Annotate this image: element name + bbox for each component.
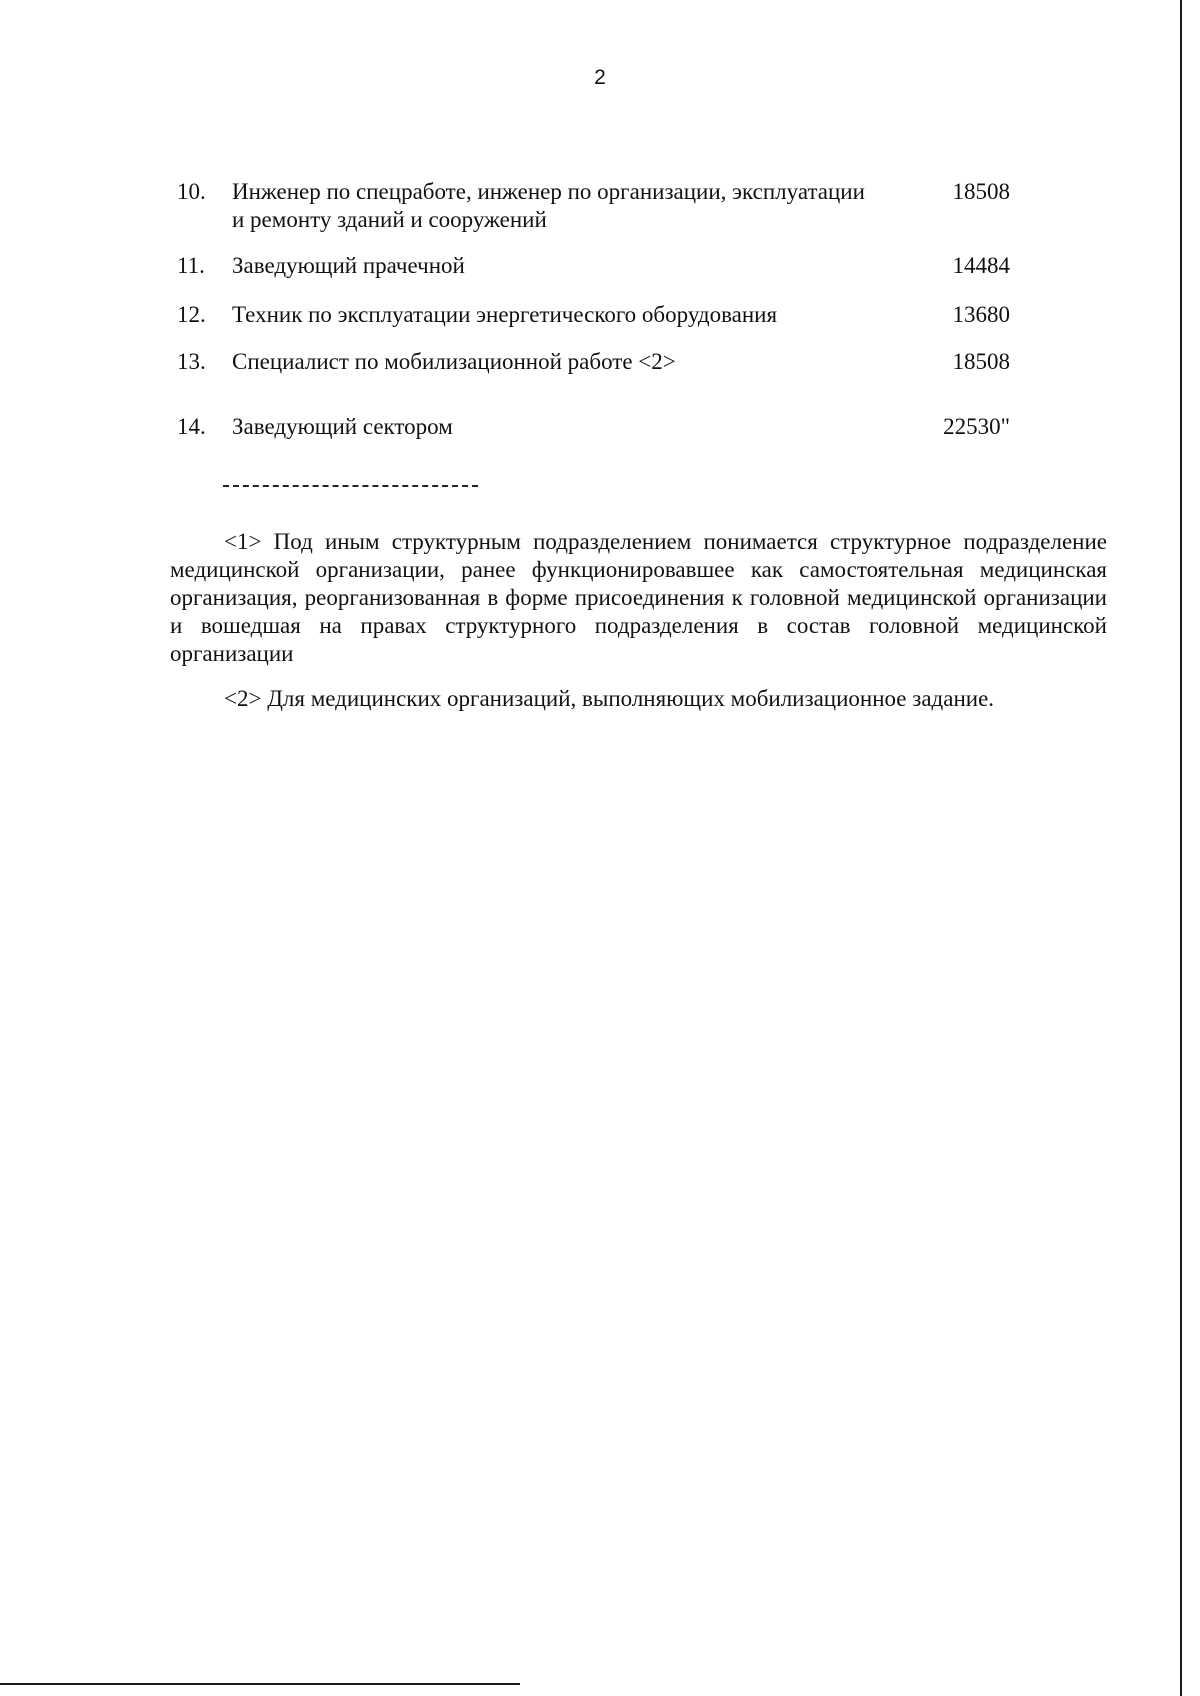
footnote-separator (223, 485, 478, 487)
row-rate: 13680 (952, 302, 1010, 327)
row-title: Специалист по мобилизационной работе <2> (232, 349, 676, 374)
row-number: 12. (177, 302, 206, 327)
row-rate: 18508 (952, 349, 1010, 374)
row-number: 13. (177, 349, 206, 374)
row-rate: 18508 (952, 179, 1010, 204)
row-number: 14. (177, 414, 206, 439)
row-title: Техник по эксплуатации энергетического оборудования (232, 302, 778, 327)
row-rate: 14484 (952, 253, 1010, 278)
row-number: 10. (177, 179, 206, 204)
scan-edge-right (1180, 0, 1182, 1696)
scan-edge-bottom (0, 1683, 520, 1685)
footnote-2: <2> Для медицинских организаций, выполняющих мобилизационное задание. (224, 686, 995, 711)
row-title: Инженер по спецработе, инженер по организации, эксплуатации и ремонту зданий и сооружений (232, 179, 865, 232)
footnote-1: <1> Под иным структурным подразделением понимается структурное подразделение медицинской организации, ранее функционировавшее как самостоятельная медицинская организация, реорганизованная в форме присоединения к головной медицинской организации и вошедшая на правах структурного подразделения в состав головной медицинской организации (170, 529, 1107, 666)
row-title: Заведующий прачечной (232, 253, 465, 278)
row-rate: 22530" (943, 414, 1010, 439)
page-number: 2 (594, 66, 606, 89)
row-number: 11. (177, 253, 205, 278)
row-title: Заведующий сектором (232, 414, 453, 439)
